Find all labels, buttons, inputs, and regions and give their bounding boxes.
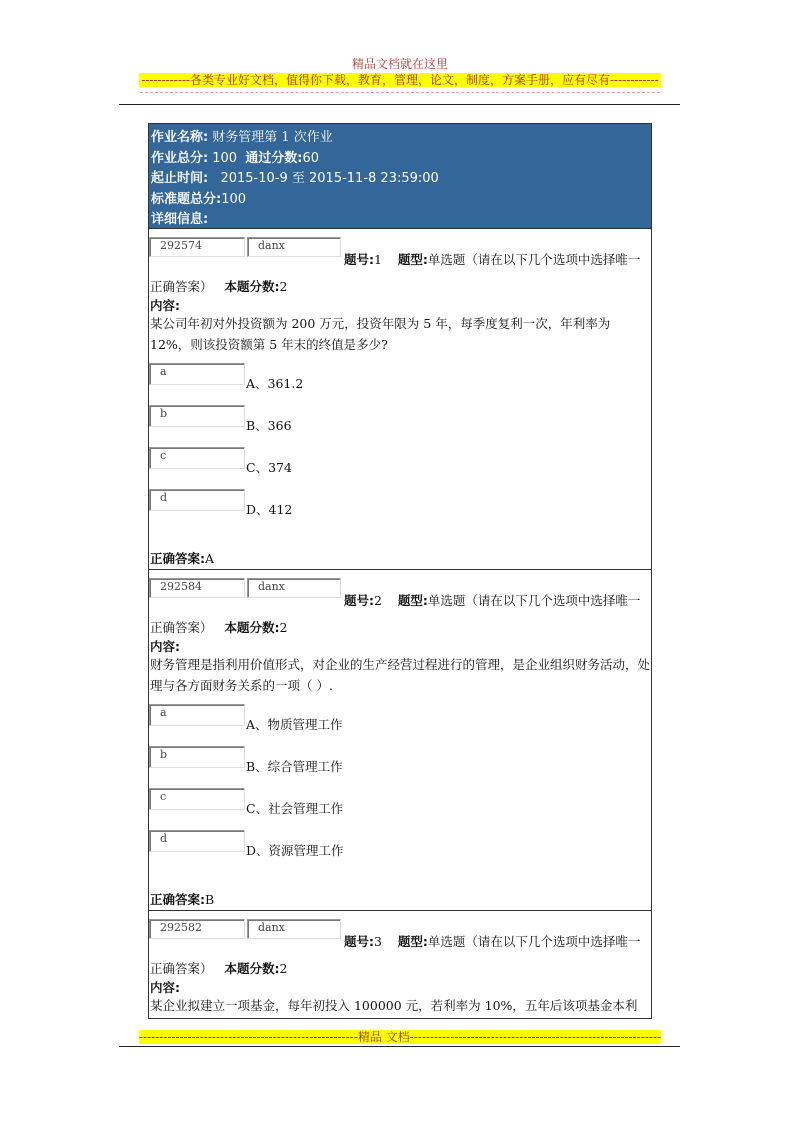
correct-answer: 正确答案:B	[150, 892, 215, 907]
header-title: 精品文档就在这里	[351, 57, 448, 71]
option-c-field[interactable]: c	[149, 788, 245, 810]
question-id-field[interactable]: 292584	[149, 578, 245, 598]
question-meta: 题号:2 题型:单选题（请在以下几个选项中选择唯一	[344, 593, 641, 608]
question-content: 某企业拟建立一项基金，每年初投入 100000 元，若利率为 10%，五年后该项基金本利	[150, 998, 638, 1013]
option-d-field[interactable]: d	[149, 489, 245, 511]
option-b-field[interactable]: b	[149, 405, 245, 427]
assignment-name-row: 作业名称: 财务管理第 1 次作业	[151, 130, 333, 145]
header-rule	[119, 104, 680, 105]
option-c-text: C、社会管理工作	[246, 801, 344, 816]
option-a-text: A、361.2	[246, 376, 304, 391]
footer-banner: ------------------------------------------------------精品 文档--------------------------------------------------------------	[138, 1030, 662, 1044]
option-d-text: D、资源管理工作	[246, 843, 344, 858]
question-block	[149, 228, 651, 569]
assignment-frame	[148, 123, 652, 1019]
option-b-field[interactable]: b	[149, 746, 245, 768]
question-content: 财务管理是指利用价值形式，对企业的生产经营过程进行的管理，是企业组织财务活动，处理与各方面财务关系的一项（ ）.	[150, 657, 651, 693]
question-meta-continued: 正确答案） 本题分数:2	[150, 279, 288, 294]
assignment-info-panel	[149, 124, 651, 228]
question-block	[149, 910, 651, 1019]
footer-rule	[119, 1046, 680, 1047]
question-content: 某公司年初对外投资额为 200 万元，投资年限为 5 年，每季度复利一次，年利率为 12%，则该投资额第 5 年末的终值是多少?	[150, 316, 611, 352]
question-type-field[interactable]: danx	[247, 919, 341, 939]
correct-answer: 正确答案:A	[150, 551, 215, 566]
question-id-field[interactable]: 292574	[149, 237, 245, 257]
question-meta: 题号:1 题型:单选题（请在以下几个选项中选择唯一	[344, 252, 641, 267]
option-c-field[interactable]: c	[149, 447, 245, 469]
option-d-text: D、412	[246, 502, 293, 517]
question-meta-continued: 正确答案） 本题分数:2	[150, 961, 288, 976]
question-block	[149, 569, 651, 910]
content-label: 内容:	[150, 298, 180, 313]
header-dashed-divider	[140, 92, 660, 93]
question-meta: 题号:3 题型:单选题（请在以下几个选项中选择唯一	[344, 934, 641, 949]
option-c-text: C、374	[246, 460, 292, 475]
question-id-field[interactable]: 292582	[149, 919, 245, 939]
option-d-field[interactable]: d	[149, 830, 245, 852]
content-label: 内容:	[150, 980, 180, 995]
question-meta-continued: 正确答案） 本题分数:2	[150, 620, 288, 635]
assignment-detail-label: 详细信息:	[151, 212, 209, 228]
option-a-text: A、物质管理工作	[246, 717, 343, 732]
option-a-field[interactable]: a	[149, 363, 245, 385]
question-type-field[interactable]: danx	[247, 237, 341, 257]
option-b-text: B、366	[246, 418, 292, 433]
option-b-text: B、综合管理工作	[246, 759, 343, 774]
option-a-field[interactable]: a	[149, 704, 245, 726]
content-label: 内容:	[150, 639, 180, 654]
assignment-time-row: 起止时间: 2015-10-9 至 2015-11-8 23:59:00	[151, 171, 439, 187]
assignment-std-score-row: 标准题总分:100	[151, 191, 247, 207]
assignment-score-row: 作业总分: 100 通过分数:60	[151, 150, 320, 166]
header-slogan: ------------各类专业好文档，值得你下载，教育，管理，论文，制度，方案手册，应有尽有------------	[141, 73, 659, 87]
question-type-field[interactable]: danx	[247, 578, 341, 598]
